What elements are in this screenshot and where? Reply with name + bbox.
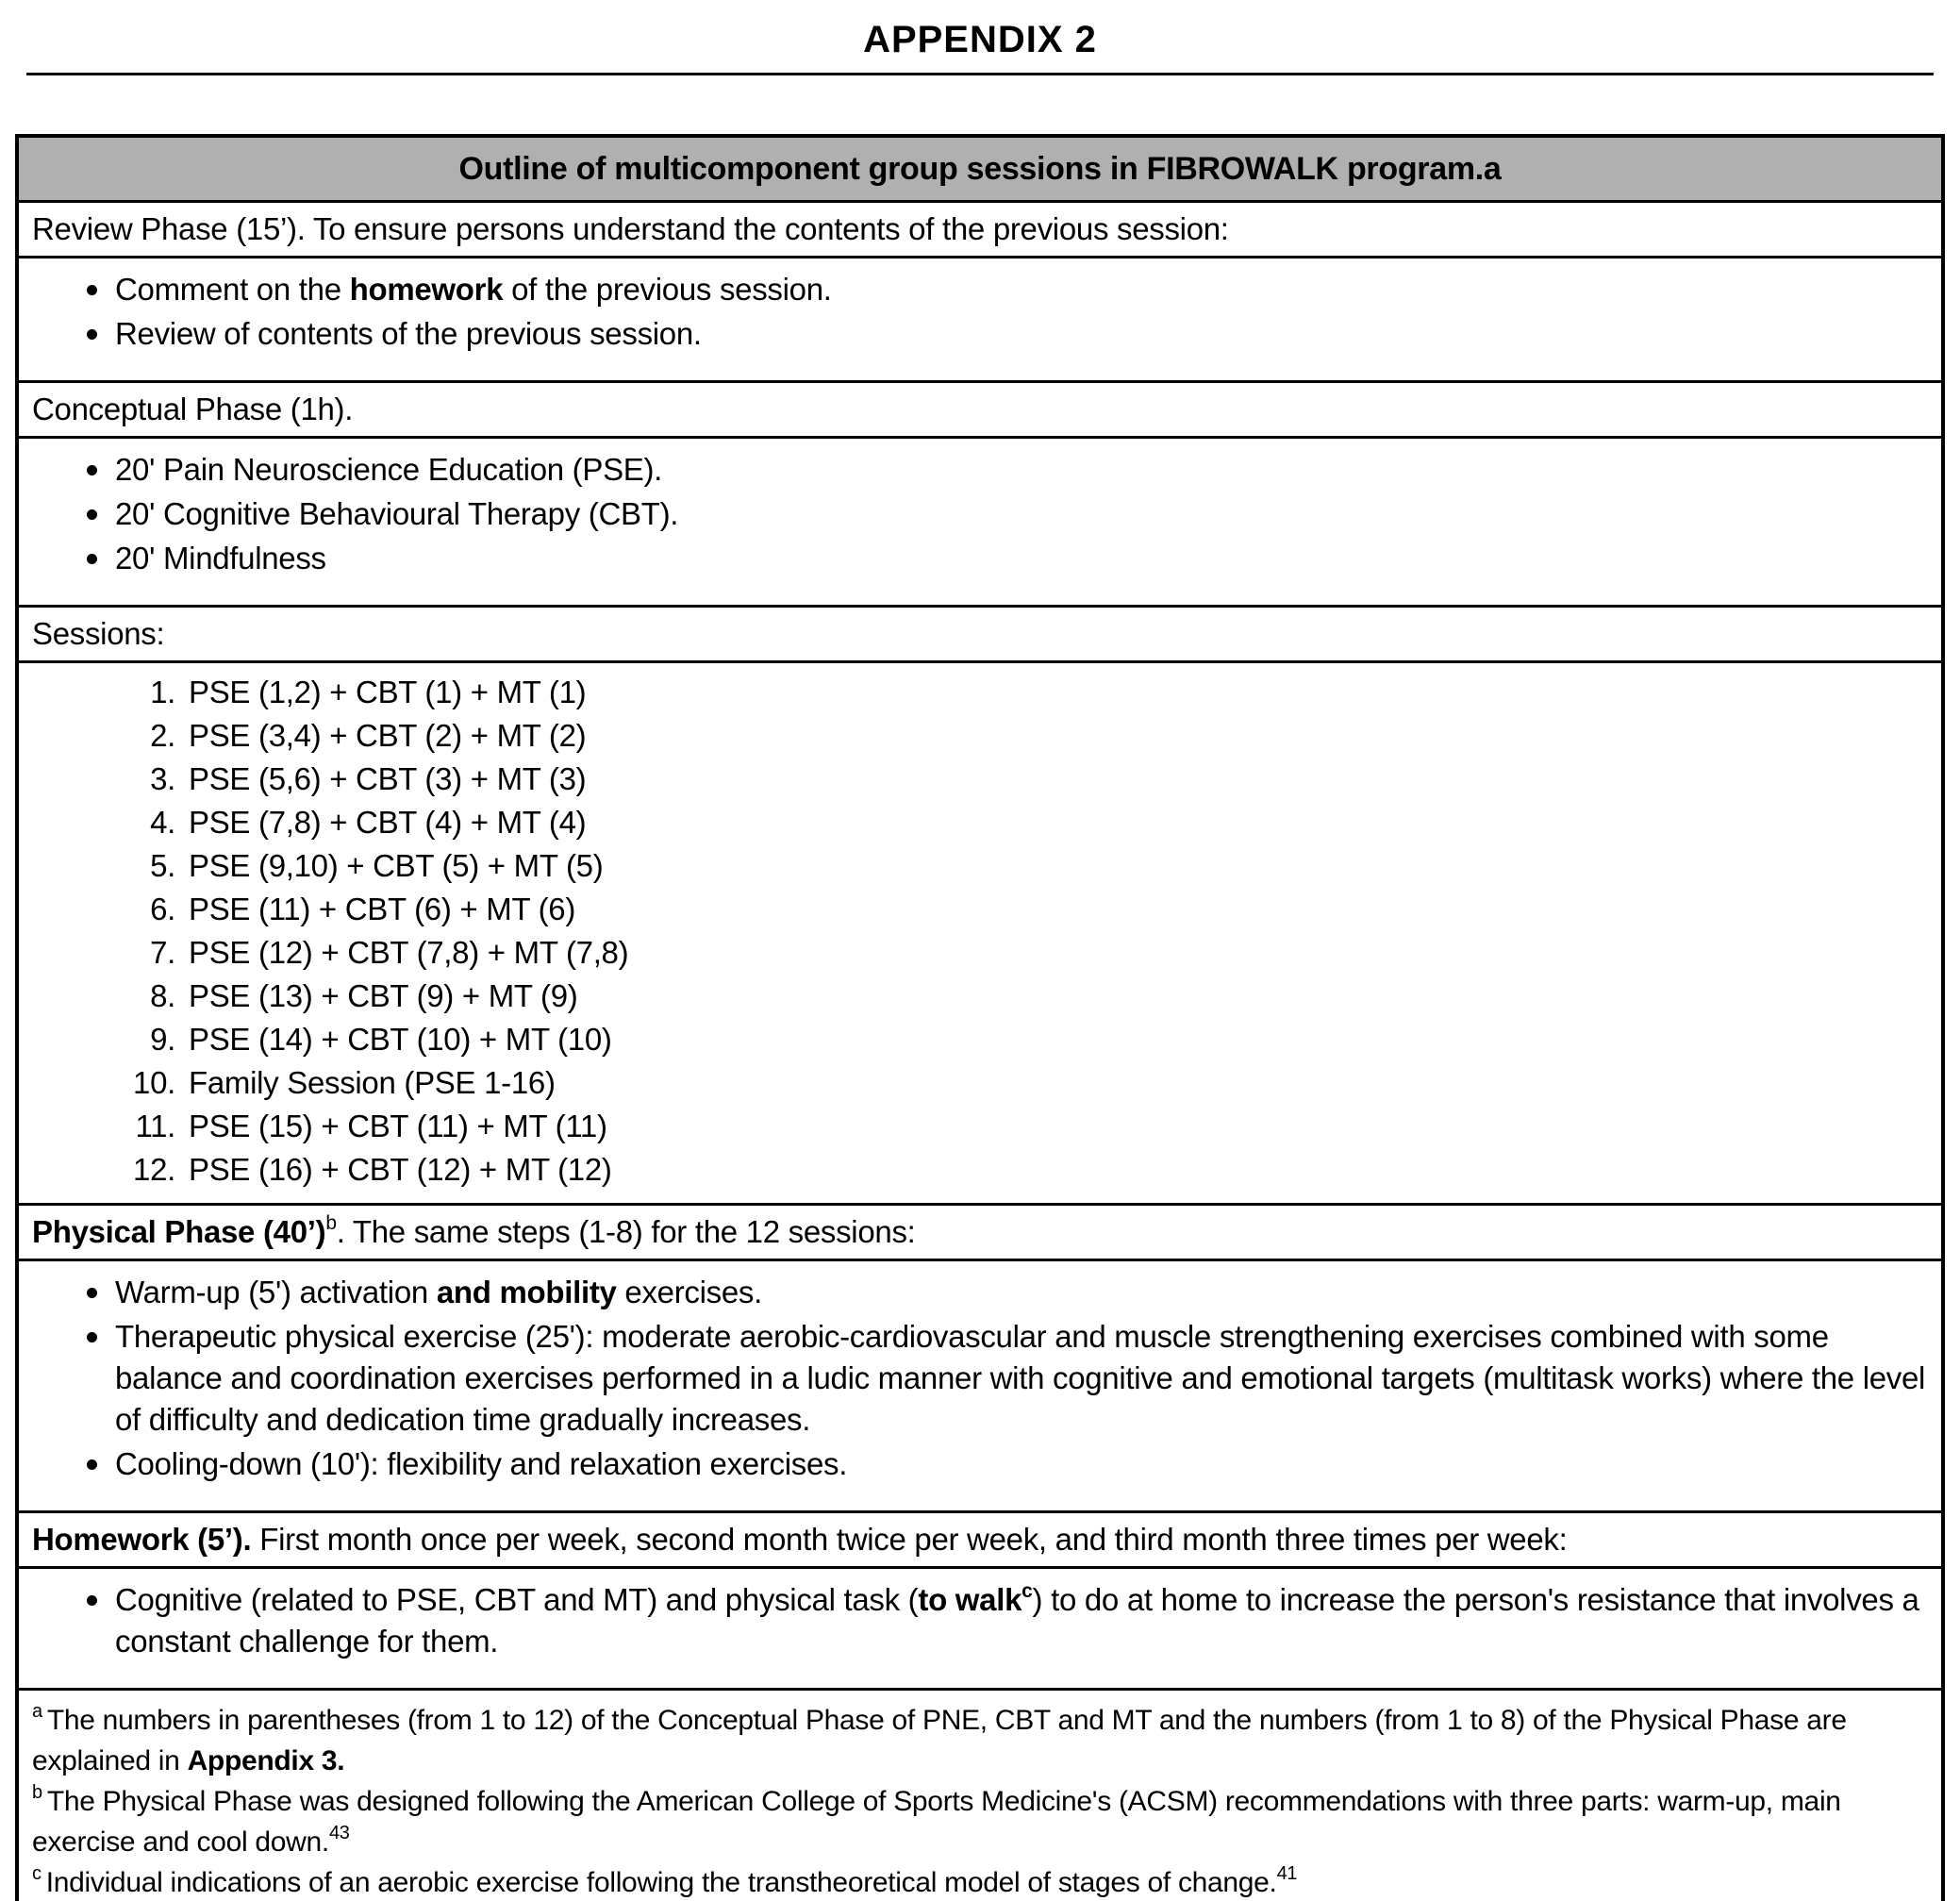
footnote-c [32,1862,1928,1901]
bullet-text: 20' Mindfulness [115,541,326,575]
bullet-icon [87,1288,97,1298]
physical-phase-bold: Physical Phase (40’) [32,1214,326,1249]
session-item [111,758,1928,801]
page-title: APPENDIX 2 [863,19,1097,60]
session-text: PSE (12) + CBT (7,8) + MT (7,8) [189,935,629,970]
list-item [87,1579,1928,1662]
session-item [111,931,1928,975]
conceptual-phase-row [19,380,1941,436]
bullet-text-pre: Comment on the [115,272,350,307]
table-header: Outline of multicomponent group sessions in FIBROWALK program.a [19,138,1941,200]
footnote-letter: b [32,1782,42,1803]
conceptual-phase-text: Conceptual Phase (1h). [32,392,354,426]
session-item [111,1061,1928,1105]
footnote-bold: Appendix 3. [187,1745,345,1776]
session-item [111,975,1928,1018]
session-text: PSE (11) + CBT (6) + MT (6) [189,892,576,926]
footnote-marker-c: c [1022,1580,1033,1602]
session-text: PSE (3,4) + CBT (2) + MT (2) [189,718,587,753]
session-item [111,844,1928,888]
homework-row [19,1510,1941,1566]
footnote-ref-number: 41 [1276,1863,1298,1884]
session-text: PSE (7,8) + CBT (4) + MT (4) [189,805,587,840]
list-item [87,1316,1928,1441]
bullet-icon [87,509,97,520]
list-item [87,493,1928,535]
bullet-icon [87,285,97,295]
footnote-text: The numbers in parentheses (from 1 to 12) of the Conceptual Phase of PNE, CBT and MT and the numbers (from 1 to 8) of the Physical Phase are explained in [32,1705,1847,1776]
bullet-text-bold: to walk [918,1582,1022,1617]
review-bullets-row [19,256,1941,380]
session-number: 2. [150,718,175,753]
session-text: PSE (14) + CBT (10) + MT (10) [189,1022,612,1057]
review-phase-text: Review Phase (15’). To ensure persons understand the contents of the previous session: [32,211,1229,246]
sessions-label: Sessions: [32,616,165,651]
homework-bold: Homework (5’). [32,1522,252,1557]
physical-phase-rest: . The same steps (1-8) for the 12 sessions: [336,1214,916,1249]
bullet-text-pre: Warm-up (5') activation [115,1275,437,1309]
footnotes-row [19,1688,1941,1901]
bullet-text-post: ) to do at home to increase the person's resistance that involves a constant challenge for them. [115,1582,1919,1659]
bullet-icon [87,1595,97,1606]
session-number: 11. [135,1109,175,1143]
footnote-letter: c [32,1863,42,1884]
bullet-text-bold: and mobility [436,1275,617,1309]
session-number: 7. [150,935,175,970]
bullet-text: 20' Cognitive Behavioural Therapy (CBT). [115,496,679,531]
session-number: 1. [150,675,175,709]
bullet-text-pre: Therapeutic physical exercise (25'): moderate aerobic-cardiovascular and muscle strengthening exercises combined with some balance and coordination exercises performed in a ludic manner with cognitive and emotional targets (multitask works) where the level of difficulty and dedication time gradually increases. [115,1319,1926,1437]
appendix-table [15,134,1945,1901]
bullet-icon [87,465,97,475]
bullet-text-pre: Cognitive (related to PSE, CBT and MT) and physical task ( [115,1582,919,1617]
footnote-marker-b: b [325,1212,337,1234]
title-rule [26,73,1934,75]
footnote-text: Individual indications of an aerobic exercise following the transtheoretical model of stages of change. [45,1867,1277,1898]
list-item [87,449,1928,491]
footnote-a [32,1700,1928,1781]
session-number: 10. [133,1065,175,1100]
bullet-text-post: exercises. [616,1275,762,1309]
session-item [111,888,1928,931]
session-item [111,801,1928,844]
bullet-text-post: of the previous session. [503,272,832,307]
session-number: 12. [133,1152,175,1187]
session-text: PSE (9,10) + CBT (5) + MT (5) [189,848,604,883]
sessions-label-row [19,605,1941,660]
bullet-text-pre: Review of contents of the previous session. [115,316,702,351]
footnote-b [32,1781,1928,1862]
session-text: Family Session (PSE 1-16) [189,1065,556,1100]
session-text: PSE (1,2) + CBT (1) + MT (1) [189,675,587,709]
session-number: 4. [150,805,175,840]
list-item [87,1272,1928,1313]
bullet-icon [87,1332,97,1342]
list-item [87,269,1928,310]
session-item [111,671,1928,714]
physical-bullets-row [19,1259,1941,1510]
session-number: 9. [150,1022,175,1057]
session-number: 6. [150,892,175,926]
session-text: PSE (15) + CBT (11) + MT (11) [189,1109,607,1143]
list-item [87,1443,1928,1485]
review-phase-row [19,200,1941,256]
session-number: 3. [150,761,175,796]
list-item [87,538,1928,579]
homework-bullet-row [19,1566,1941,1688]
homework-rest: First month once per week, second month twice per week, and third month three times per week: [251,1522,1568,1557]
bullet-icon [87,1459,97,1470]
conceptual-bullets-row [19,436,1941,605]
bullet-icon [87,554,97,564]
bullet-text-pre: Cooling-down (10'): flexibility and relaxation exercises. [115,1446,848,1481]
session-item [111,1105,1928,1148]
bullet-text-bold: homework [349,272,504,307]
session-item [111,1018,1928,1061]
session-number: 5. [150,848,175,883]
session-text: PSE (16) + CBT (12) + MT (12) [189,1152,612,1187]
session-item [111,714,1928,758]
footnote-letter: a [32,1701,42,1722]
sessions-list-row [19,660,1941,1203]
session-item [111,1148,1928,1192]
physical-phase-row [19,1203,1941,1259]
session-text: PSE (13) + CBT (9) + MT (9) [189,978,578,1013]
session-number: 8. [150,978,175,1013]
bullet-icon [87,329,97,340]
session-text: PSE (5,6) + CBT (3) + MT (3) [189,761,587,796]
footnote-ref-number: 43 [328,1823,350,1843]
bullet-text: 20' Pain Neuroscience Education (PSE). [115,452,663,487]
list-item [87,313,1928,355]
footnote-text: The Physical Phase was designed following the American College of Sports Medicine's (ACSM) recommendations with three parts: warm-up, main exercise and cool down. [32,1786,1841,1858]
